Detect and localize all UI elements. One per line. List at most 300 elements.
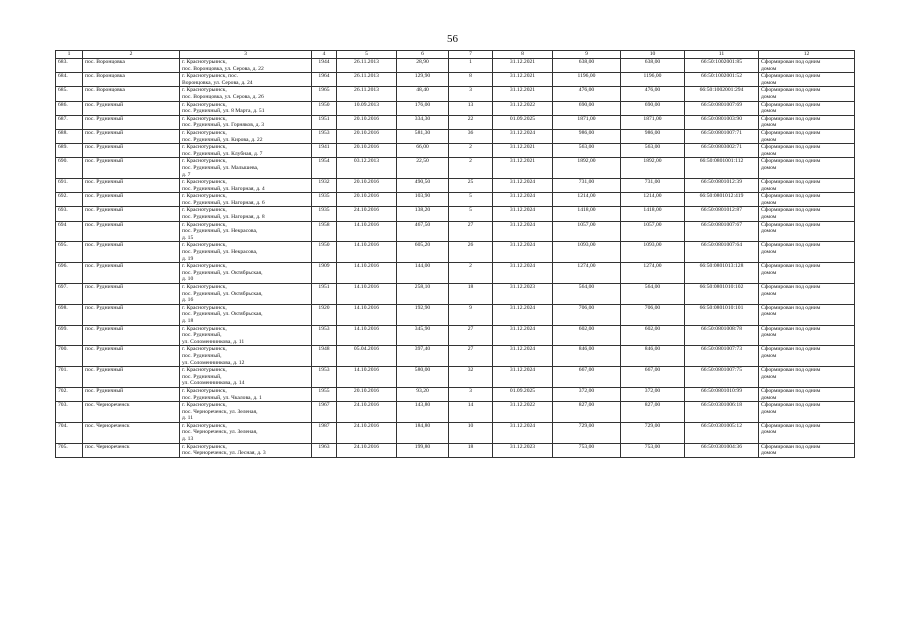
value-cell: 1196,00 [621,73,685,87]
year-cell: 1932 [312,179,337,193]
address-cell-line: пос. Рудничный, [182,352,222,359]
area-cell: 345,90 [397,325,449,346]
cadastral-number-cell: 66:50:0801012:419 [685,193,759,207]
area-cell: 580,00 [397,367,449,388]
note-cell-line: Сформирован под одним [761,346,821,353]
note-cell-line: Сформирован под одним [761,87,821,94]
cadastral-number-cell: 66:50:0803002:71 [685,144,759,158]
date-cell: 26.11.2013 [337,87,397,101]
address-cell-line: д. 16 [182,297,194,304]
note-cell-line: домом [761,332,777,339]
value-cell: 563,00 [621,144,685,158]
address-cell-line: г. Краснотурьинск, [182,59,227,65]
note-cell-line: домом [761,408,777,415]
note-cell-line: домом [761,108,777,115]
value-cell: 753,00 [553,443,621,457]
address-cell-line: пос. Рудничный, ул. Нагорная, д. 4 [182,185,265,192]
area-cell: 334,30 [397,115,449,129]
note-cell-line: Сформирован под одним [761,221,821,228]
area-cell: 103,90 [397,193,449,207]
note-cell-line: домом [761,228,777,235]
term-cell: 31.12.2021 [493,73,553,87]
term-cell: 31.12.2023 [493,443,553,457]
table-row [56,73,855,87]
date-cell: 24.10.2016 [337,422,397,443]
row-number-cell: 686. [56,101,83,115]
cadastral-number-cell: 66:50:0801007:75 [685,367,759,388]
note-cell [759,59,855,73]
address-cell-line: г. Краснотурьинск, [182,367,227,374]
note-cell [759,221,855,242]
note-cell [759,443,855,457]
address-cell [180,129,312,143]
count-cell: 18 [449,443,493,457]
address-cell-line: д. 18 [182,317,194,324]
year-cell: 1955 [312,387,337,401]
note-cell-line: Сформирован под одним [761,387,821,394]
year-cell: 1953 [312,325,337,346]
address-cell-line: д. 19 [182,255,194,262]
note-cell-line: домом [761,122,777,129]
settlement-cell: пос. Рудничный [83,304,180,325]
count-cell: 25 [449,179,493,193]
address-cell-line: пос. Рудничный, ул. Горняков, д. 3 [182,122,265,129]
settlement-cell: пос. Рудничный [83,193,180,207]
address-cell-line: пос. Рудничный, ул. Клубная, д. 7 [182,150,263,157]
address-cell-line: г. Краснотурьинск, [182,193,227,200]
column-number: 6 [397,51,449,59]
note-cell [759,422,855,443]
count-cell: 3 [449,387,493,401]
settlement-cell: пос. Воронцовка [83,87,180,101]
table-row [56,402,855,423]
address-cell [180,284,312,305]
column-number: 5 [337,51,397,59]
date-cell: 20.10.2016 [337,144,397,158]
row-number-cell: 695. [56,242,83,263]
value-cell: 986,00 [553,129,621,143]
note-cell-line: Сформирован под одним [761,325,821,332]
settlement-cell: пос. Рудничный [83,346,180,367]
term-cell: 31.12.2024 [493,263,553,284]
year-cell: 1958 [312,221,337,242]
address-cell [180,242,312,263]
year-cell: 1965 [312,87,337,101]
date-cell: 20.10.2016 [337,129,397,143]
area-cell: 581,30 [397,129,449,143]
address-cell-line: г. Краснотурьинск, [182,263,227,270]
note-cell-line: Сформирован под одним [761,115,821,122]
value-cell: 476,00 [553,87,621,101]
term-cell: 31.12.2021 [493,144,553,158]
term-cell: 01.09.2025 [493,115,553,129]
address-cell [180,59,312,73]
value-cell: 602,00 [553,325,621,346]
row-number-cell: 697. [56,284,83,305]
area-cell: 129,90 [397,73,449,87]
term-cell: 31.12.2021 [493,59,553,73]
cadastral-number-cell: 66:50:0801003:90 [685,115,759,129]
table-row [56,242,855,263]
count-cell: 14 [449,402,493,423]
address-cell-line: г. Краснотурьинск, [182,129,227,136]
address-cell-line: пос. Рудничный, ул. Некрасова, [182,249,258,256]
cadastral-number-cell: 66:50:0801013:128 [685,263,759,284]
address-cell [180,325,312,346]
area-cell: 258,10 [397,284,449,305]
term-cell: 31.12.2024 [493,179,553,193]
note-cell-line: Сформирован под одним [761,284,821,290]
value-cell: 372,00 [621,387,685,401]
note-cell-line: Сформирован под одним [761,193,821,200]
cadastral-number-cell: 66:50:0801010:102 [685,284,759,305]
address-cell-line: д. 15 [182,234,194,241]
settlement-cell: пос. Рудничный [83,179,180,193]
date-cell: 14.10.2016 [337,367,397,388]
value-cell: 372,00 [553,387,621,401]
area-cell: 184,80 [397,422,449,443]
date-cell: 10.09.2013 [337,101,397,115]
value-cell: 602,00 [621,325,685,346]
value-cell: 1196,00 [553,73,621,87]
address-cell [180,304,312,325]
row-number-cell: 703. [56,402,83,423]
address-cell-line: пос. Рудничный, ул. Октябрьская, [182,269,263,276]
count-cell: 13 [449,101,493,115]
count-cell: 5 [449,193,493,207]
address-cell [180,387,312,401]
area-cell: 22,50 [397,158,449,179]
value-cell: 1274,00 [621,263,685,284]
date-cell: 14.10.2016 [337,242,397,263]
area-cell: 138,20 [397,207,449,221]
value-cell: 729,00 [553,422,621,443]
date-cell: 24.10.2016 [337,443,397,457]
note-cell-line: Сформирован под одним [761,101,821,108]
count-cell: 27 [449,346,493,367]
year-cell: 1941 [312,144,337,158]
term-cell: 31.12.2021 [493,87,553,101]
value-cell: 706,00 [553,304,621,325]
note-cell-line: Сформирован под одним [761,443,821,450]
settlement-cell: пос. Рудничный [83,387,180,401]
address-cell-line: г. Краснотурьинск, [182,207,227,214]
note-cell [759,325,855,346]
date-cell: 26.11.2013 [337,73,397,87]
value-cell: 1057,00 [553,221,621,242]
value-cell: 690,00 [621,101,685,115]
address-cell-line: пос. Рудничный, ул. Малышева, [182,164,259,171]
area-cell: 48,40 [397,87,449,101]
cadastral-number-cell: 66:50:1002001:85 [685,59,759,73]
table-row [56,115,855,129]
table-row [56,422,855,443]
value-cell: 1871,00 [553,115,621,129]
note-cell [759,242,855,263]
term-cell: 31.12.2024 [493,367,553,388]
row-number-cell: 692. [56,193,83,207]
date-cell: 14.10.2016 [337,284,397,305]
value-cell: 1093,00 [621,242,685,263]
count-cell: 3 [449,87,493,101]
count-cell: 22 [449,115,493,129]
note-cell [759,367,855,388]
address-cell-line: ул. Соломеннинкова, д. 12 [182,359,245,366]
column-number: 9 [553,51,621,59]
table-row [56,59,855,73]
row-number-cell: 691. [56,179,83,193]
address-cell-line: Воронцовка, ул. Серова, д. 24 [182,79,253,86]
value-cell: 1214,00 [621,193,685,207]
settlement-cell: пос. Рудничный [83,263,180,284]
address-cell-line: г. Краснотурьинск, [182,101,227,108]
area-cell: 176,00 [397,101,449,115]
note-cell-line: домом [761,429,777,436]
address-cell [180,263,312,284]
year-cell: 1950 [312,242,337,263]
address-cell [180,193,312,207]
table-row [56,284,855,305]
term-cell: 31.12.2022 [493,402,553,423]
date-cell: 03.12.2013 [337,158,397,179]
settlement-cell: пос. Воронцовка [83,59,180,73]
note-cell [759,115,855,129]
year-cell: 1935 [312,207,337,221]
settlement-cell: пос. Рудничный [83,158,180,179]
address-cell-line: пос. Чернореченск, ул. Зеленая, [182,408,258,415]
row-number-cell: 684. [56,73,83,87]
value-cell: 986,00 [621,129,685,143]
cadastral-number-cell: 66:50:0801007:67 [685,221,759,242]
note-cell [759,179,855,193]
cadastral-number-cell: 66:50:0801001:112 [685,158,759,179]
address-cell [180,402,312,423]
cadastral-number-cell: 66:50:0801007:64 [685,242,759,263]
note-cell-line: Сформирован под одним [761,158,821,165]
count-cell: 2 [449,144,493,158]
address-cell [180,179,312,193]
settlement-cell: пос. Рудничный [83,284,180,305]
note-cell-line: домом [761,65,777,72]
address-cell-line: пос. Чернореченск, ул. Лесная, д. 3 [182,450,266,457]
row-number-cell: 693. [56,207,83,221]
settlement-cell: пос. Рудничный [83,367,180,388]
note-cell-line: домом [761,136,777,143]
value-cell: 1274,00 [553,263,621,284]
row-number-cell: 694 [56,221,83,242]
settlement-cell: пос. Воронцовка [83,73,180,87]
cadastral-number-cell: 66:50:0801007:71 [685,129,759,143]
date-cell: 14.10.2016 [337,221,397,242]
row-number-cell: 687. [56,115,83,129]
year-cell: 1987 [312,422,337,443]
table-row [56,193,855,207]
cadastral-number-cell: 66:50:1002001:294 [685,87,759,101]
note-cell [759,87,855,101]
registry-table [55,50,855,458]
value-cell: 1892,00 [553,158,621,179]
count-cell: 36 [449,129,493,143]
note-cell-line: домом [761,164,777,171]
count-cell: 9 [449,304,493,325]
table-row [56,304,855,325]
settlement-cell: пос. Чернореченск [83,422,180,443]
note-cell-line: Сформирован под одним [761,73,821,80]
address-cell [180,207,312,221]
row-number-cell: 683. [56,59,83,73]
note-cell [759,263,855,284]
address-cell-line: г. Краснотурьинск, [182,402,227,409]
year-cell: 1964 [312,73,337,87]
year-cell: 1944 [312,59,337,73]
count-cell: 10 [449,422,493,443]
settlement-cell: пос. Рудничный [83,101,180,115]
note-cell-line: домом [761,450,777,457]
note-cell [759,387,855,401]
note-cell-line: домом [761,290,777,297]
term-cell: 31.12.2024 [493,304,553,325]
value-cell: 731,00 [553,179,621,193]
cadastral-number-cell: 66:50:0801007:69 [685,101,759,115]
note-cell [759,346,855,367]
term-cell: 31.12.2024 [493,346,553,367]
value-cell: 1871,00 [621,115,685,129]
value-cell: 476,00 [621,87,685,101]
row-number-cell: 701. [56,367,83,388]
address-cell [180,422,312,443]
note-cell [759,284,855,305]
note-cell [759,207,855,221]
year-cell: 1951 [312,284,337,305]
row-number-cell: 705. [56,443,83,457]
note-cell-line: домом [761,79,777,86]
table-row [56,87,855,101]
date-cell: 24.10.2016 [337,402,397,423]
note-cell-line: Сформирован под одним [761,367,821,374]
count-cell: 2 [449,263,493,284]
table-row [56,129,855,143]
settlement-cell: пос. Рудничный [83,207,180,221]
note-cell-line: Сформирован под одним [761,304,821,311]
term-cell: 31.12.2024 [493,325,553,346]
settlement-cell: пос. Рудничный [83,115,180,129]
term-cell: 01.09.2025 [493,387,553,401]
value-cell: 1057,00 [621,221,685,242]
address-cell-line: г. Краснотурьинск, [182,144,227,151]
area-cell: 397,40 [397,346,449,367]
address-cell-line: г. Краснотурьинск, [182,242,227,249]
address-cell-line: г. Краснотурьинск, [182,346,227,353]
value-cell: 667,00 [621,367,685,388]
address-cell-line: пос. Рудничный, ул. Октябрьская, [182,290,263,297]
address-cell-line: г. Краснотурьинск, [182,325,227,332]
note-cell [759,144,855,158]
address-cell-line: г. Краснотурьинск, [182,387,227,394]
address-cell-line: г. Краснотурьинск, [182,179,227,186]
year-cell: 1935 [312,193,337,207]
note-cell [759,193,855,207]
note-cell-line: домом [761,249,777,256]
area-cell: 192,90 [397,304,449,325]
value-cell: 563,00 [553,144,621,158]
value-cell: 846,00 [553,346,621,367]
count-cell: 27 [449,221,493,242]
address-cell-line: г. Краснотурьинск, [182,158,227,165]
address-cell-line: г. Краснотурьинск, [182,87,227,94]
note-cell-line: Сформирован под одним [761,263,821,270]
count-cell: 26 [449,242,493,263]
table-row [56,221,855,242]
cadastral-number-cell: 66:50:1002001:52 [685,73,759,87]
value-cell: 731,00 [621,179,685,193]
value-cell: 729,00 [621,422,685,443]
table-row [56,346,855,367]
address-cell [180,73,312,87]
date-cell: 20.10.2016 [337,193,397,207]
date-cell: 14.10.2016 [337,325,397,346]
year-cell: 1920 [312,304,337,325]
year-cell: 1951 [312,115,337,129]
note-cell [759,304,855,325]
value-cell: 638,00 [553,59,621,73]
area-cell: 605,20 [397,242,449,263]
address-cell-line: пос. Рудничный, ул. Октябрьская, [182,311,263,318]
term-cell: 31.12.2024 [493,221,553,242]
count-cell: 1 [449,59,493,73]
address-cell-line: пос. Чернореченск, ул. Зеленая, [182,429,258,436]
cadastral-number-cell: 66:50:0301006:18 [685,402,759,423]
count-cell: 32 [449,367,493,388]
address-cell-line: г. Краснотурьинск, [182,284,227,290]
note-cell-line: домом [761,352,777,359]
cadastral-number-cell: 66:50:0801008:78 [685,325,759,346]
address-cell-line: г. Краснотурьинск, [182,115,227,122]
address-cell-line: пос. Рудничный, [182,373,222,380]
address-cell-line: пос. Рудничный, ул. Некрасова, [182,228,258,235]
year-cell: 1963 [312,443,337,457]
term-cell: 31.12.2023 [493,284,553,305]
date-cell: 14.10.2016 [337,263,397,284]
cadastral-number-cell: 66:50:0801010:99 [685,387,759,401]
note-cell-line: Сформирован под одним [761,242,821,249]
note-cell-line: Сформирован под одним [761,207,821,214]
note-cell-line: домом [761,269,777,276]
value-cell: 1418,00 [621,207,685,221]
date-cell: 20.10.2016 [337,115,397,129]
table-row [56,207,855,221]
table-row [56,179,855,193]
address-cell-line: пос. Рудничный, ул. Нагорная, д. 6 [182,199,265,206]
row-number-cell: 700. [56,346,83,367]
address-cell [180,346,312,367]
column-number: 8 [493,51,553,59]
address-cell [180,101,312,115]
value-cell: 1214,00 [553,193,621,207]
row-number-cell: 685. [56,87,83,101]
area-cell: 143,80 [397,402,449,423]
value-cell: 1093,00 [553,242,621,263]
address-cell-line: пос. Рудничный, ул. Нагорная, д. 8 [182,214,265,221]
address-cell-line: г. Краснотурьинск, пос. [182,73,238,80]
note-cell [759,73,855,87]
count-cell: 5 [449,207,493,221]
column-number: 3 [180,51,312,59]
term-cell: 31.12.2024 [493,129,553,143]
row-number-cell: 690. [56,158,83,179]
value-cell: 1418,00 [553,207,621,221]
value-cell: 846,00 [621,346,685,367]
settlement-cell: пос. Рудничный [83,221,180,242]
